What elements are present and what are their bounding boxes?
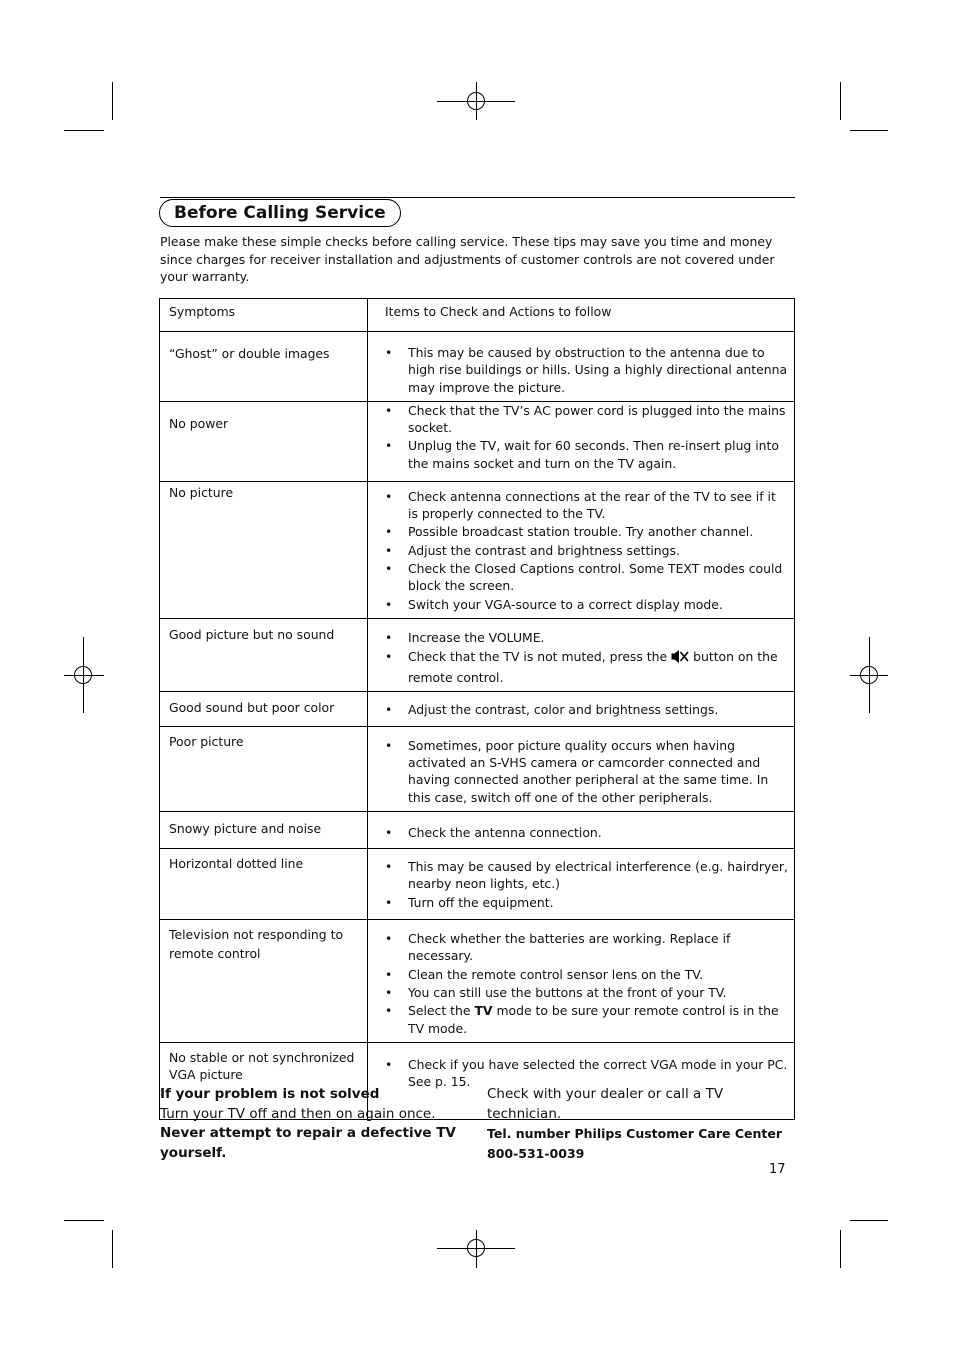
symptom-cell: No picture xyxy=(160,481,368,618)
tv-mode-label: TV xyxy=(474,1003,493,1019)
action-item: • Check the antenna connection. xyxy=(385,824,788,841)
check-dealer-text: Check with your dealer or call a TV technician. xyxy=(487,1086,724,1122)
tel-number: 800-531-0039 xyxy=(487,1145,585,1161)
crop-mark xyxy=(112,1230,113,1268)
action-item: • Check whether the batteries are working. Replace if necessary. xyxy=(385,930,788,965)
symptom-cell: Poor picture xyxy=(160,726,368,811)
registration-circle xyxy=(467,92,485,110)
crop-mark xyxy=(64,1220,104,1221)
actions-cell xyxy=(368,401,795,481)
actions-cell xyxy=(368,812,795,849)
not-solved-heading: If your problem is not solved xyxy=(160,1086,380,1102)
actions-cell xyxy=(368,481,795,618)
footer-right xyxy=(487,1085,792,1163)
symptom-cell: Good picture but no sound xyxy=(160,618,368,691)
crop-mark xyxy=(64,130,104,131)
action-item: • Unplug the TV, wait for 60 seconds. Then re-insert plug into the mains socket and turn on the TV again. xyxy=(385,437,788,472)
symptom-cell: No stable or not synchronized VGA picture xyxy=(160,1042,368,1119)
header-actions: Items to Check and Actions to follow xyxy=(368,299,795,332)
action-item: • Clean the remote control sensor lens on the TV. xyxy=(385,966,788,983)
symptom-cell: Snowy picture and noise xyxy=(160,812,368,849)
actions-cell xyxy=(368,726,795,811)
actions-cell xyxy=(368,332,795,402)
symptom-cell: “Ghost” or double images xyxy=(160,332,368,402)
action-item: • You can still use the buttons at the front of your TV. xyxy=(385,984,788,1001)
action-item: • Check antenna connections at the rear of the TV to see if it is properly connected to the TV. xyxy=(385,488,788,523)
symptom-cell: Television not responding to remote control xyxy=(160,920,368,1043)
registration-circle xyxy=(74,666,92,684)
table-row xyxy=(160,481,795,618)
never-attempt-warning: Never attempt to repair a defective TV yourself. xyxy=(160,1125,456,1161)
table-row xyxy=(160,691,795,726)
actions-cell xyxy=(368,920,795,1043)
table-row xyxy=(160,401,795,481)
action-item: • This may be caused by electrical interference (e.g. hairdryer, nearby neon lights, etc.) xyxy=(385,858,788,893)
action-item: • Sometimes, poor picture quality occurs when having activated an S-VHS camera or camcorder connected and having connected another peripheral at the same time. In this case, switch off one of the other peripherals. xyxy=(385,737,788,806)
crop-mark xyxy=(112,82,113,120)
mute-icon xyxy=(671,649,689,668)
table-row xyxy=(160,726,795,811)
action-item: • Adjust the contrast, color and brightness settings. xyxy=(385,701,788,718)
registration-circle xyxy=(860,666,878,684)
symptom-cell: Good sound but poor color xyxy=(160,691,368,726)
actions-cell xyxy=(368,691,795,726)
page-title: Before Calling Service xyxy=(159,199,401,227)
table-row xyxy=(160,920,795,1043)
action-text: Select the xyxy=(408,1003,471,1019)
actions-cell xyxy=(368,618,795,691)
turn-off-text: Turn your TV off and then on again once. xyxy=(160,1105,436,1122)
action-item: • Increase the VOLUME. xyxy=(385,629,788,646)
action-item: • Check the Closed Captions control. Some TEXT modes could block the screen. xyxy=(385,560,788,595)
action-item xyxy=(385,648,788,686)
table-row xyxy=(160,618,795,691)
page-number: 17 xyxy=(769,1162,786,1177)
crop-mark xyxy=(850,130,888,131)
footer-left xyxy=(160,1085,460,1163)
action-item: • Adjust the contrast and brightness settings. xyxy=(385,542,788,559)
table-row xyxy=(160,812,795,849)
header-symptoms: Symptoms xyxy=(160,299,368,332)
tel-label: Tel. number Philips Customer Care Center xyxy=(487,1126,783,1141)
action-item: • This may be caused by obstruction to the antenna due to high rise buildings or hills. Using a highly directional antenna may improve the picture. xyxy=(385,344,788,396)
table-header-row xyxy=(160,299,795,332)
action-text: mode to be sure your remote control is in the TV mode. xyxy=(408,1003,779,1036)
crop-mark xyxy=(840,1230,841,1268)
header-rule xyxy=(160,197,795,198)
action-item: • Check that the TV’s AC power cord is plugged into the mains socket. xyxy=(385,402,788,437)
action-item: • Check if you have selected the correct VGA mode in your PC. See p. 15. xyxy=(385,1056,788,1091)
actions-cell xyxy=(368,849,795,920)
symptom-cell: Horizontal dotted line xyxy=(160,849,368,920)
troubleshooting-table xyxy=(159,298,795,1120)
action-text: Check that the TV is not muted, press the xyxy=(408,649,668,665)
action-item xyxy=(385,1002,788,1037)
table-row xyxy=(160,332,795,402)
intro-paragraph: Please make these simple checks before calling service. These tips may save you time and money since charges for receiver installation and adjustments of customer controls are not covered under your warranty. xyxy=(160,234,775,284)
table-row xyxy=(160,849,795,920)
crop-mark xyxy=(850,1220,888,1221)
action-item: • Switch your VGA-source to a correct display mode. xyxy=(385,596,788,613)
symptom-cell: No power xyxy=(160,401,368,481)
action-item: • Possible broadcast station trouble. Try another channel. xyxy=(385,523,788,540)
crop-mark xyxy=(840,82,841,120)
action-text: button on the remote control. xyxy=(408,649,778,685)
registration-circle xyxy=(467,1239,485,1257)
action-item: • Turn off the equipment. xyxy=(385,894,788,911)
